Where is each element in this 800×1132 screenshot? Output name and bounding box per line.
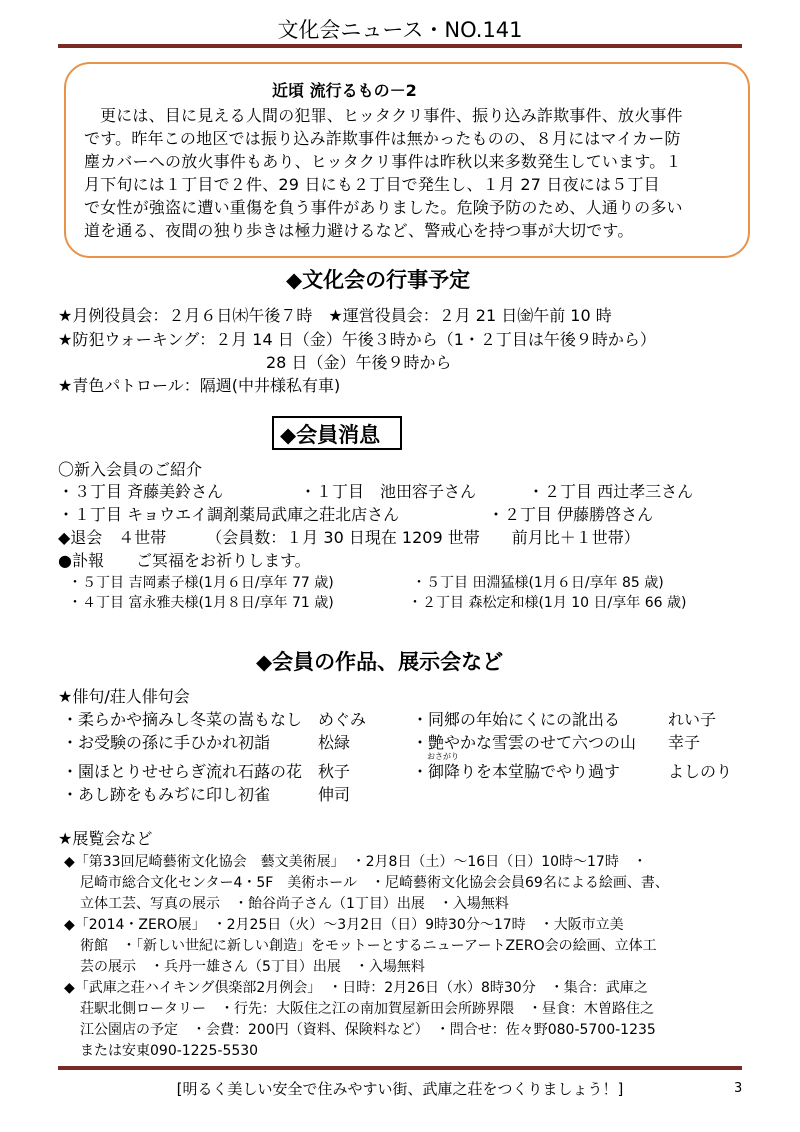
schedule-line: ★防犯ウォーキング：２月 14 日（金）午後３時から（1・２丁目は午後９時から）	[58, 330, 656, 349]
haiku-label: ★俳句/荘人俳句会	[58, 687, 190, 706]
haiku-item: ・艶やかな雪雲のせて六つの山 幸子	[412, 733, 701, 752]
exhibit-line: 立体工芸、写真の展示 ・飴谷尚子さん（1丁目）出展 ・入場無料	[80, 896, 509, 912]
new-member: ・１丁目 キョウエイ調剤薬局武庫之荘北店さん	[58, 505, 400, 524]
exhibit-line: 芸の展示 ・兵丹一雄さん（5丁目）出展 ・入場無料	[80, 959, 425, 975]
new-member: ・２丁目 伊藤勝啓さん	[488, 505, 654, 524]
newsletter-title: 文化会ニュース・NO.141	[277, 18, 523, 42]
obituary-entry: ・４丁目 富永雅夫様(1月８日/享年 71 歳)	[68, 595, 334, 611]
exhibit-line: ◆「第33回尼崎藝術文化協会 藝文美術展」 ・2月8日（土）～16日（日）10時～17時 ・	[64, 854, 647, 870]
intro-line: です。昨年この地区では振り込み詐欺事件は無かったものの、８月にはマイカー防	[84, 129, 681, 148]
schedule-line: ★月例役員会：２月６日㈭午後７時 ★運営役員会：２月 21 日㈮午前 10 時	[58, 306, 612, 325]
exhibit-line: 荘駅北側ロータリー ・行先：大阪住之江の南加賀屋新田会所跡界隈 ・昼食：木曽路住之	[80, 1001, 654, 1017]
intro-line: 塵カバーへの放火事件もあり、ヒッタクリ事件は昨秋以来多数発生しています。１	[84, 152, 682, 171]
schedule-line: 28 日（金）午後９時から	[266, 353, 452, 372]
obituary-entry: ・２丁目 森松定和様(1月 10 日/享年 66 歳)	[408, 595, 687, 611]
new-member: ・２丁目 西辻孝三さん	[528, 482, 694, 501]
haiku-item: ・柔らかや摘みし冬菜の嵩もなし めぐみ	[62, 710, 367, 729]
footer-slogan: [明るく美しい安全で住みやすい街、武庫之荘をつくりましょう！]	[176, 1080, 624, 1098]
exhibit-line: または安東090-1225-5530	[80, 1043, 259, 1059]
haiku-ruby: おさがり	[427, 752, 459, 761]
exhibit-line: 尼崎市総合文化センター4・5F 美術ホール ・尼崎藝術文化協会会員69名による絵画、書、	[80, 875, 669, 891]
exhibit-line: 術館 ・「新しい世紀に新しい創造」をモットーとするニューアートZERO会の絵画、立体工	[80, 938, 657, 954]
obituary-entry: ・５丁目 吉岡素子様(1月６日/享年 77 歳)	[68, 575, 334, 591]
header-rule	[58, 44, 742, 48]
intro-line: で女性が強盗に遭い重傷を負う事件がありました。危険予防のため、人通りの多い	[84, 198, 683, 217]
schedule-heading: ◆文化会の行事予定	[286, 268, 471, 292]
haiku-item: ・お受験の孫に手ひかれ初詣 松緑	[62, 733, 351, 752]
intro-line: 更には、目に見える人間の犯罪、ヒッタクリ事件、振り込み詐欺事件、放火事件	[100, 106, 683, 125]
exhibit-line: ◆「武庫之荘ハイキング倶楽部2月例会」 ・日時：2月26日（水）8時30分 ・集合：武庫之	[64, 980, 648, 996]
intro-line: 月下旬には１丁目で２件、29 日にも２丁目で発生し、１月 27 日夜には５丁目	[84, 175, 660, 194]
haiku-item: ・御降りを本堂脇でやり過す よしのり	[412, 762, 733, 781]
new-members-label: 〇新入会員のご紹介	[58, 460, 203, 479]
page-number: 3	[734, 1081, 743, 1096]
haiku-item: ・あし跡をもみぢに印し初雀 伸司	[62, 785, 351, 804]
schedule-line: ★青色パトロール：隔週(中井様私有車)	[58, 376, 341, 395]
withdraw-line: ◆退会 ４世帯 （会員数：１月 30 日現在 1209 世帯 前月比＋１世帯）	[58, 528, 640, 547]
footer-rule	[58, 1066, 742, 1070]
exhibit-line: 江公園店の予定 ・会費：200円（資料、保険料など） ・問合せ：佐々野080-5700-1235	[80, 1022, 656, 1038]
new-member: ・１丁目 池田容子さん	[300, 482, 477, 501]
intro-title: 近頃 流行るもの－2	[272, 81, 417, 100]
works-heading: ◆会員の作品、展示会など	[256, 650, 504, 674]
obituary-entry: ・５丁目 田淵猛様(1月６日/享年 85 歳)	[412, 575, 664, 591]
new-member: ・３丁目 斉藤美鈴さん	[58, 482, 224, 501]
exhibit-label: ★展覧会など	[58, 829, 153, 848]
members-heading: ◆会員消息	[280, 423, 381, 447]
obituary-label: ●訃報 ご冥福をお祈りします。	[58, 551, 311, 570]
intro-line: 道を通る、夜間の独り歩きは極力避けるなど、警戒心を持つ事が大切です。	[84, 221, 634, 240]
haiku-item: ・園ほとりせせらぎ流れ石蕗の花 秋子	[62, 762, 351, 781]
haiku-item: ・同郷の年始にくにの訛出る れい子	[412, 710, 717, 729]
exhibit-line: ◆「2014・ZERO展」 ・2月25日（火）～3月2日（日）9時30分～17時 ・大阪市立美	[64, 917, 624, 933]
